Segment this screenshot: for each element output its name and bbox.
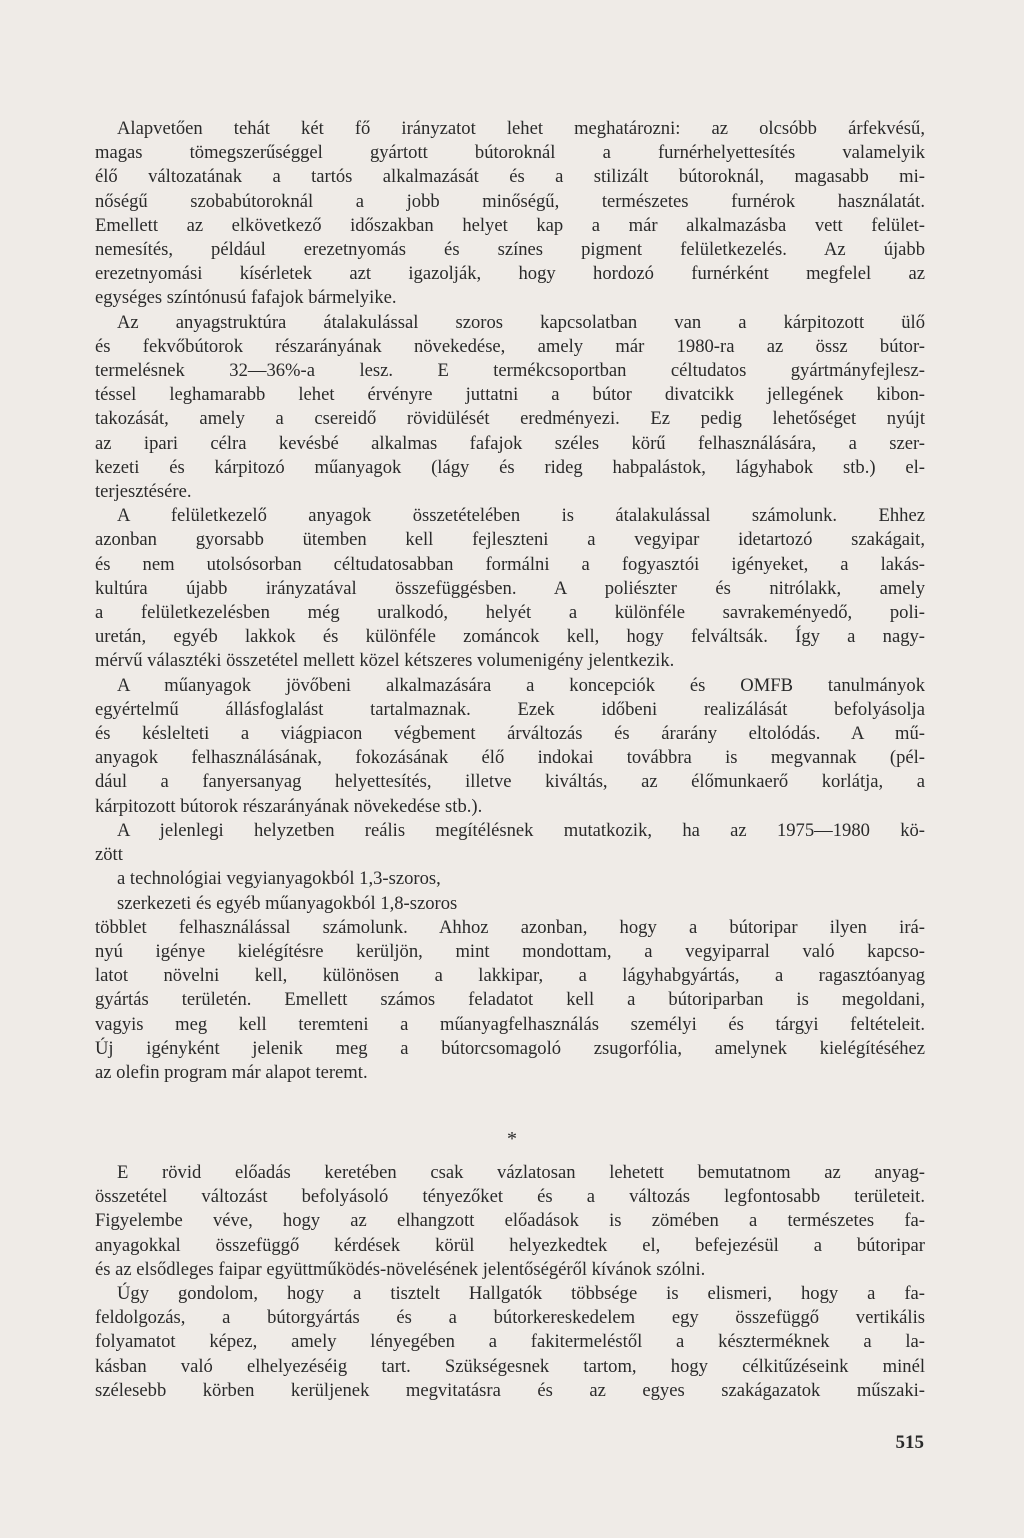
text-line: anyagokkal összefüggő kérdések körül helyezkedtek el, befejezésül a bútoripar: [95, 1234, 925, 1256]
text-line: élő változatának a tartós alkalmazását és a stilizált bútoroknál, magasabb mi-: [95, 166, 925, 188]
text-line: azonban gyorsabb ütemben kell fejleszteni a vegyipar idetartozó szakágait,: [95, 529, 925, 551]
text-line: feldolgozás, a bútorgyártás és a bútorkereskedelem egy összefüggő vertikális: [95, 1307, 925, 1329]
text-line: egyértelmű állásfoglalást tartalmaznak. Ezek időbeni realizálását befolyásolja: [95, 698, 925, 720]
text-line: és az elsődleges faipar együttműködés-növelésének jelentőségéről kívánok szólni.: [95, 1258, 706, 1280]
text-line: vagyis meg kell teremteni a műanyagfelhasználás személyi és tárgyi feltételeit.: [95, 1013, 925, 1035]
text-line: és késlelteti a viágpiacon végbement árváltozás és árarány eltolódás. A mű-: [95, 723, 925, 745]
text-line: az ipari célra kevésbé alkalmas fafajok széles körű felhasználására, a szer-: [95, 432, 925, 454]
text-line: magas tömegszerűséggel gyártott bútoroknál a furnérhelyettesítés valamelyik: [95, 142, 925, 164]
text-line: A jelenlegi helyzetben reális megítélésnek mutatkozik, ha az 1975—1980 kö-: [117, 819, 925, 841]
list-item: a technológiai vegyianyagokból 1,3-szoros,: [117, 868, 441, 890]
text-line: nemesítés, például erezetnyomás és színes pigment felületkezelés. Az újabb: [95, 239, 925, 261]
text-line: nőségű szobabútoroknál a jobb minőségű, természetes furnérok használatát.: [95, 190, 925, 212]
text-line: mérvű választéki összetétel mellett közel kétszeres volumenigény jelentkezik.: [95, 650, 675, 672]
text-line: többlet felhasználással számolunk. Ahhoz azonban, hogy a bútoripar ilyen irá-: [95, 916, 925, 938]
closing-text-block: [95, 1161, 925, 1403]
text-line: terjesztésére.: [95, 481, 192, 503]
text-line: Az anyagstruktúra átalakulással szoros kapcsolatban van a kárpitozott ülő: [117, 311, 925, 333]
text-line: anyagok felhasználásának, fokozásának élő indokai továbbra is megvannak (pél-: [95, 747, 925, 769]
text-line: Figyelembe véve, hogy az elhangzott előadások is zömében a természetes fa-: [95, 1210, 925, 1232]
text-line: latot növelni kell, különösen a lakkipar, a lágyhabgyártás, a ragasztóanyag: [95, 965, 925, 987]
text-line: folyamatot képez, amely lényegében a fakitermeléstől a készterméknek a la-: [95, 1331, 925, 1353]
text-line: termelésnek 32—36%-a lesz. E termékcsoportban céltudatos gyártmányfejlesz-: [95, 360, 925, 382]
text-line: dául a fanyersanyag helyettesítés, illetve kiváltás, az élőmunkaerő korlátja, a: [95, 771, 925, 793]
text-line: Úgy gondolom, hogy a tisztelt Hallgatók többsége is elismeri, hogy a fa-: [117, 1283, 925, 1305]
text-line: kezeti és kárpitozó műanyagok (lágy és rideg habpalástok, lágyhabok stb.) el-: [95, 456, 925, 478]
text-line: kásban való elhelyezéséig tart. Szükségesnek tartom, hogy célkitűzéseink minél: [95, 1355, 925, 1377]
text-line: E rövid előadás keretében csak vázlatosan lehetett bemutatnom az anyag-: [117, 1162, 925, 1183]
text-line: az olefin program már alapot teremt.: [95, 1061, 368, 1083]
text-line: a felületkezelésben még uralkodó, helyét a különféle savrakeményedő, poli-: [95, 602, 925, 624]
text-line: A felületkezelő anyagok összetételében is átalakulással számolunk. Ehhez: [117, 505, 925, 527]
main-text-block: [95, 117, 925, 1085]
text-line: és fekvőbútorok részarányának növekedése, amely már 1980-ra az össz bútor-: [95, 335, 925, 357]
text-line: Emellett az elkövetkező időszakban helyet kap a már alkalmazásba vett felület-: [95, 214, 925, 236]
text-line: téssel leghamarabb lehet érvényre juttatni a bútor divatcikk jellegének kibon-: [95, 384, 925, 406]
page-number: 515: [895, 1432, 924, 1453]
text-line: összetétel változást befolyásoló tényezőket és a változás legfontosabb területeit.: [95, 1186, 925, 1208]
text-line: kultúra újabb irányzatával összefüggésben. A poliészter és nitrólakk, amely: [95, 577, 925, 599]
text-line: szélesebb körben kerüljenek megvitatásra és az egyes szakágazatok műszaki-: [95, 1379, 925, 1401]
text-line: A műanyagok jövőbeni alkalmazására a koncepciók és OMFB tanulmányok: [117, 674, 925, 696]
list-item: szerkezeti és egyéb műanyagokból 1,8-szoros: [117, 892, 458, 914]
section-separator: *: [507, 1128, 517, 1150]
text-line: erezetnyomási kísérletek azt igazolják, hogy hordozó furnérként megfelel az: [95, 263, 925, 285]
text-line: és nem utolsósorban céltudatosabban formálni a fogyasztói igényeket, a lakás-: [95, 553, 925, 575]
text-line: Alapvetően tehát két fő irányzatot lehet meghatározni: az olcsóbb árfekvésű,: [117, 118, 925, 139]
text-line: uretán, egyéb lakkok és különféle zománcok kell, hogy felváltsák. Így a nagy-: [95, 626, 925, 648]
text-line: Új igényként jelenik meg a bútorcsomagoló zsugorfólia, amelynek kielégítéséhez: [95, 1037, 925, 1059]
text-line: nyú igénye kielégítésre kerüljön, mint mondottam, a vegyiparral való kapcso-: [95, 940, 925, 962]
text-line: egységes színtónusú fafajok bármelyike.: [95, 287, 397, 309]
text-line: kárpitozott bútorok részarányának növekedése stb.).: [95, 795, 483, 817]
text-line: takozását, amely a csereidő rövidülését eredményezi. Ez pedig lehetőséget nyújt: [95, 408, 925, 430]
text-line: zött: [95, 844, 123, 866]
text-line: gyártás területén. Emellett számos feladatot kell a bútoriparban is megoldani,: [95, 989, 925, 1011]
